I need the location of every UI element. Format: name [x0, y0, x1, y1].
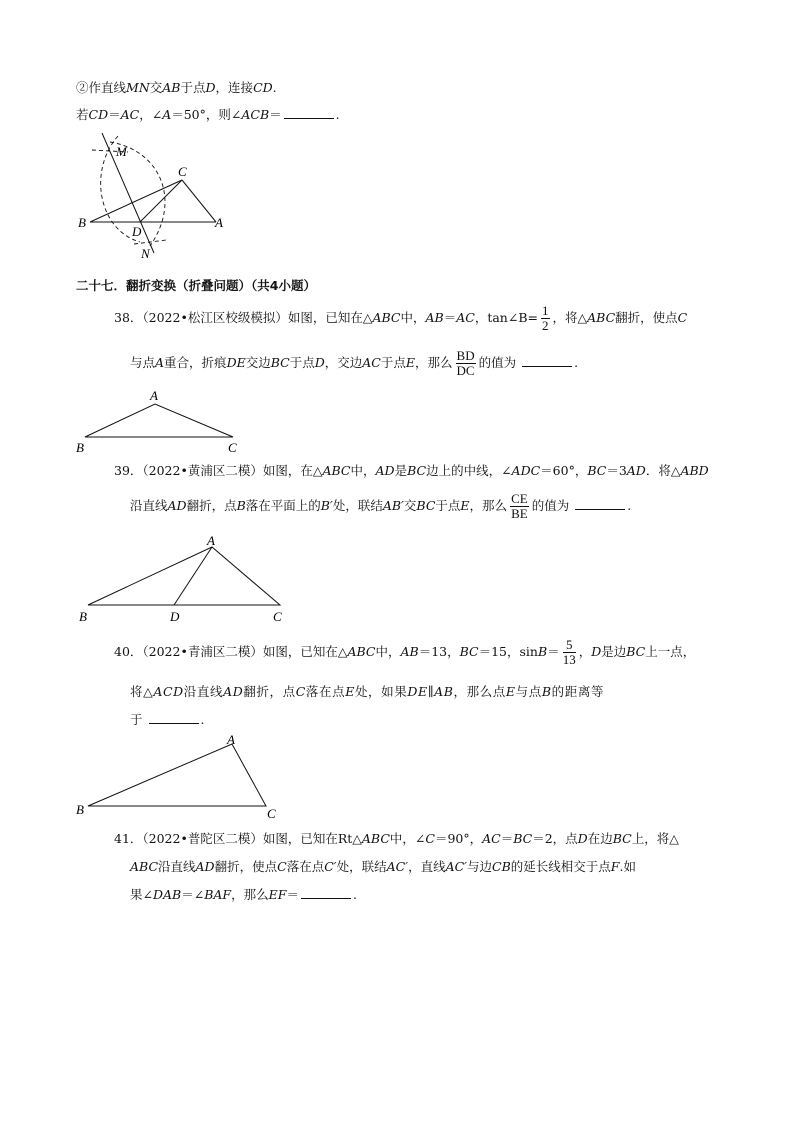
text: 在边: [587, 831, 613, 846]
var: B′: [320, 498, 333, 513]
text: 重合，折痕: [164, 355, 227, 370]
text: ＝2，点: [532, 831, 578, 846]
label-a: A: [150, 388, 158, 403]
text: ＝15，sin: [478, 644, 538, 659]
prev-condition-line: [76, 105, 340, 123]
text: ，: [578, 644, 592, 659]
fraction-numerator: CE: [511, 491, 528, 506]
var: AD: [375, 463, 395, 478]
var: A: [162, 107, 172, 122]
text: ，那么: [469, 498, 508, 513]
var: D: [591, 644, 602, 659]
fraction-denominator: 13: [562, 652, 576, 667]
text: 沿直线: [130, 498, 168, 513]
text: ，直线: [408, 859, 446, 874]
text: 若: [76, 107, 89, 122]
var: AD: [223, 684, 244, 699]
var: A: [155, 355, 165, 370]
var: BC: [626, 644, 646, 659]
var: D: [577, 831, 588, 846]
text: 处，联结: [336, 859, 387, 874]
var: E: [405, 355, 416, 370]
q38-line1: [114, 302, 687, 334]
fraction-numerator: 1: [542, 303, 549, 318]
label-a: A: [215, 215, 223, 230]
text: 中，∠: [389, 831, 426, 846]
text: 中，: [400, 310, 426, 325]
var: BC: [513, 831, 533, 846]
var: BAF: [204, 887, 232, 902]
q41-line1: [114, 829, 679, 847]
text: 40．（2022•青浦区二模）如图，已知在△: [114, 644, 348, 659]
text: 落在点: [305, 684, 346, 699]
text: 中，: [350, 463, 376, 478]
text: ，∠: [139, 107, 163, 122]
text: 上一点，: [645, 644, 696, 659]
q40-figure: [70, 730, 290, 822]
segment-cd: [140, 180, 182, 222]
text: ，那么: [231, 887, 269, 902]
text: 沿直线: [158, 859, 196, 874]
var: E: [460, 498, 470, 513]
text: .: [272, 80, 277, 95]
text: 39．（2022•黄浦区二模）如图，在△: [114, 463, 323, 478]
triangle-abc: [88, 547, 280, 605]
var: BC: [587, 463, 607, 478]
q41-line3: [130, 885, 357, 903]
q39-figure: [70, 532, 300, 627]
var: B: [537, 644, 548, 659]
label-c: C: [273, 609, 282, 624]
text: 处，联结: [332, 498, 383, 513]
text: 交: [149, 80, 163, 95]
text: ，连接: [215, 80, 254, 95]
var: MN: [126, 80, 150, 95]
text: 翻折，点: [243, 684, 296, 699]
text: .: [335, 107, 340, 122]
text: .: [200, 712, 205, 727]
text: ，那么: [415, 355, 453, 370]
var: C: [677, 310, 688, 325]
text: ，tan∠B=: [474, 310, 538, 325]
text: .: [352, 887, 357, 902]
text: 果∠: [130, 887, 153, 902]
var: AC: [456, 310, 475, 325]
segment-bc: [90, 180, 182, 222]
label-a: A: [227, 732, 235, 747]
text: 的延长线相交于点: [510, 859, 611, 874]
text: 的值为: [478, 355, 517, 370]
text: ．将△: [645, 463, 681, 478]
prev-step2-line: [76, 78, 277, 96]
answer-blank[interactable]: [522, 356, 572, 367]
text: 于点: [435, 498, 461, 513]
text: 的值为: [531, 498, 570, 513]
q40-line2: [130, 682, 604, 700]
text: ＝: [108, 107, 121, 122]
q38-figure: [70, 386, 260, 456]
label-b: B: [76, 440, 84, 455]
text: 边上的中线，∠: [426, 463, 512, 478]
label-c: C: [228, 440, 237, 455]
var: C: [277, 859, 287, 874]
var: AB: [400, 644, 419, 659]
text: .: [627, 498, 632, 513]
label-c: C: [178, 164, 187, 179]
label-n: N: [141, 246, 150, 260]
answer-blank[interactable]: [575, 499, 625, 510]
q39-line2: [130, 490, 631, 522]
var: ABC: [361, 831, 390, 846]
text: ＝60°，: [540, 463, 588, 478]
text: ＝3: [606, 463, 627, 478]
var: BC: [416, 498, 436, 513]
text: 于点: [380, 355, 406, 370]
text: ②作直线: [76, 80, 127, 95]
fraction-denominator: BE: [511, 506, 528, 521]
var: C: [295, 684, 306, 699]
var: ABC: [347, 644, 376, 659]
text: ＝: [269, 107, 282, 122]
fraction-numerator: 5: [563, 638, 576, 653]
var: AD: [167, 498, 187, 513]
text: ＝: [286, 887, 299, 902]
q38-line2: [130, 347, 578, 379]
var: BC: [459, 644, 479, 659]
var: CD: [253, 80, 273, 95]
text: ＝∠: [181, 887, 205, 902]
var: E: [505, 684, 516, 699]
var: ACB: [241, 107, 270, 122]
var: D: [205, 80, 216, 95]
var: DAB: [152, 887, 182, 902]
fraction-numerator: BD: [456, 348, 475, 363]
text: .如: [619, 859, 636, 874]
var: BC: [270, 355, 290, 370]
var: CB: [492, 859, 511, 874]
text: ＝: [547, 644, 560, 659]
text: 落在平面上的: [245, 498, 321, 513]
text: 上，将△: [631, 831, 679, 846]
text: .: [574, 355, 579, 370]
var: F: [610, 859, 620, 874]
var: BC: [612, 831, 632, 846]
answer-blank[interactable]: [301, 888, 351, 899]
text: 于点: [180, 80, 206, 95]
text: ＝: [500, 831, 514, 846]
text: 41．（2022•普陀区二模）如图，已知在Rt△: [114, 831, 362, 846]
q40-line3: [130, 710, 204, 728]
var: ABC: [372, 310, 401, 325]
text: 是: [394, 463, 408, 478]
var: B: [541, 684, 552, 699]
text: 是边: [601, 644, 627, 659]
var: AD: [626, 463, 646, 478]
section-title: 二十七．翻折变换（折叠问题）（共4小题）: [76, 278, 316, 293]
var: AB: [425, 310, 444, 325]
text: ＝: [443, 310, 457, 325]
fraction-tan: [541, 304, 550, 333]
var: DE: [407, 684, 428, 699]
var: E: [345, 684, 355, 699]
fraction-sin: [563, 638, 576, 667]
var: AC: [482, 831, 501, 846]
var: DE: [226, 355, 246, 370]
var: ABD: [680, 463, 709, 478]
label-m: M: [116, 144, 127, 159]
var: AB: [434, 684, 454, 699]
label-c: C: [267, 806, 276, 821]
answer-blank[interactable]: [149, 713, 199, 724]
var: ACD: [153, 684, 184, 699]
prev-figure: [70, 130, 240, 260]
text: 交边: [245, 355, 271, 370]
var: C′: [324, 859, 337, 874]
var: ABC: [322, 463, 351, 478]
text: 翻折，使点: [214, 859, 278, 874]
var: AC: [362, 355, 381, 370]
text: 38．（2022•松江区校级模拟）如图，已知在△: [114, 310, 373, 325]
q41-line2: [130, 857, 636, 875]
triangle-abc: [85, 404, 233, 437]
fraction-denominator: DC: [456, 363, 475, 378]
var: AC′: [445, 859, 468, 874]
text: ＝50°，则∠: [171, 107, 242, 122]
text: 的距离等: [551, 684, 605, 699]
text: ，将△: [552, 310, 588, 325]
label-b: B: [76, 802, 84, 817]
label-d: D: [170, 609, 180, 624]
text: ＝90°，: [434, 831, 483, 846]
text: ∥: [427, 684, 435, 699]
fraction-ratio: [510, 492, 529, 521]
text: ，交边: [324, 355, 363, 370]
var: ADC: [511, 463, 541, 478]
text: 将△: [130, 684, 154, 699]
var: EF: [268, 887, 287, 902]
label-b: B: [79, 609, 87, 624]
text: 翻折，使点: [615, 310, 678, 325]
var: CD: [88, 107, 109, 122]
var: D: [314, 355, 325, 370]
text: 与点: [515, 684, 542, 699]
fraction-ratio: [456, 349, 476, 378]
text: ＝13，: [418, 644, 460, 659]
var: B: [236, 498, 246, 513]
answer-blank[interactable]: [284, 108, 334, 119]
label-b: B: [78, 215, 86, 230]
text: 交: [403, 498, 417, 513]
var: BC: [407, 463, 427, 478]
text: 处，如果: [354, 684, 408, 699]
q39-line1: [114, 461, 709, 479]
var: ABC: [130, 859, 159, 874]
fraction-denominator: 2: [542, 318, 549, 333]
text: 沿直线: [183, 684, 224, 699]
var: AD: [195, 859, 215, 874]
q40-line1: [114, 636, 695, 668]
text: 中，: [375, 644, 401, 659]
var: C: [425, 831, 435, 846]
text: ，那么点: [453, 684, 506, 699]
text: 于点: [289, 355, 315, 370]
label-a: A: [207, 533, 215, 548]
var: ABC: [587, 310, 616, 325]
text: 落在点: [286, 859, 325, 874]
segment-ca: [182, 180, 216, 222]
var: AB: [162, 80, 181, 95]
triangle-abc: [88, 744, 266, 806]
text: 与点: [130, 355, 156, 370]
text: 与边: [467, 859, 493, 874]
text: 翻折，点: [186, 498, 237, 513]
var: AC: [120, 107, 140, 122]
label-d: D: [132, 224, 142, 239]
var: AC′: [386, 859, 409, 874]
text: 于: [130, 712, 143, 727]
var: AB′: [382, 498, 404, 513]
